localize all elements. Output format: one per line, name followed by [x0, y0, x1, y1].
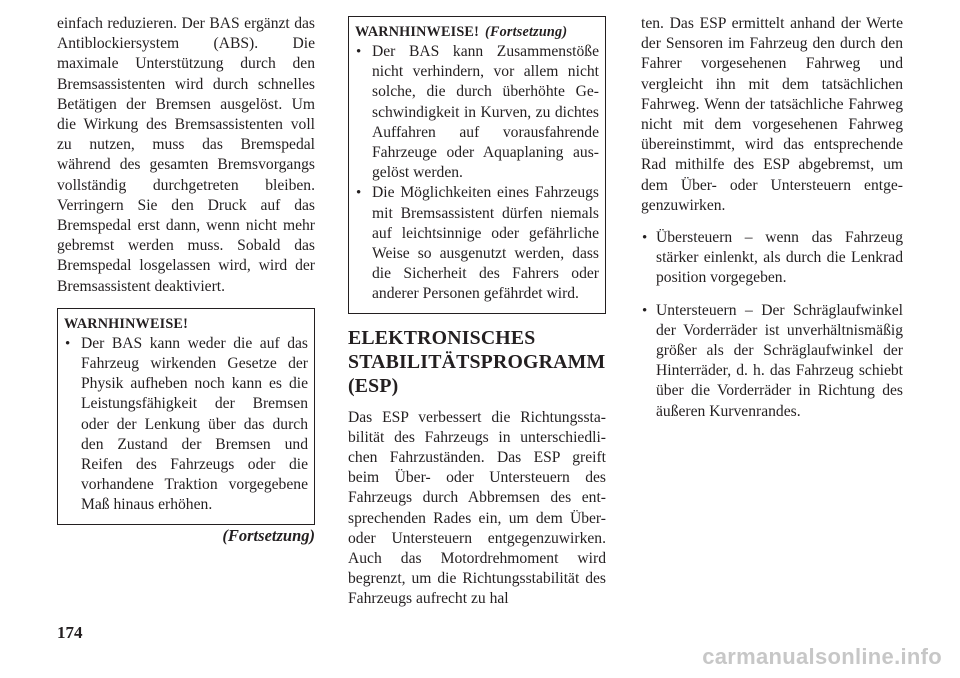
section-heading-line: (ESP) [348, 374, 399, 397]
warning-item [64, 334, 308, 516]
continued-label: (Fortsetzung) [222, 525, 315, 545]
warning-item [355, 42, 599, 183]
section-heading-line: ELEKTRONISCHES [348, 326, 536, 349]
bullet-icon: • [356, 185, 362, 202]
list-item-text: Untersteuern – Der Schräglaufwinkel der Vorderräder ist unverhältnismäßig größer als der Schräglaufwinkel der Hinterräder, d. h. das Fahrzeug schiebt über die Vorderräder in Richtung des äußeren Kurvenrandes. [656, 301, 903, 420]
warning-list [355, 42, 599, 305]
warning-box [57, 308, 315, 525]
list-item [641, 301, 903, 422]
section-heading [348, 326, 606, 398]
warning-title: WARNHINWEISE! [64, 315, 189, 332]
warning-box-continued [348, 16, 606, 314]
bullet-icon: • [642, 230, 648, 247]
steering-list [641, 228, 903, 422]
warning-continued-label: (Fortsetzung) [485, 24, 568, 40]
bullet-icon: • [65, 335, 71, 352]
warning-title [355, 23, 599, 41]
column-right [641, 14, 903, 422]
list-item-text: Übersteuern – wenn das Fahrzeug stärker einlenkt, als durch die Lenkrad position vorgegeben. [656, 229, 903, 287]
warning-title-text: WARNHINWEISE! [355, 24, 480, 40]
bullet-icon: • [356, 44, 362, 60]
section-paragraph: Das ESP verbessert die Richtungsstabilität des Fahrzeugs in unterschiedlichen Fahrzuständen. Das ESP greift beim Über- oder Untersteuern des Fahrzeugs durch Abbremsen des entsprechenden Rades ein, um dem Über- oder Untersteuern entgegenzuwirken. Auch das Motordrehmoment wird begrenzt, um die Richtungsstabilität des Fahrzeugs aufrecht zu hal [348, 408, 606, 608]
warning-item-text: Die Möglichkeiten eines Fahrzeugs mit Bremsassistent dürfen niemals auf leichtsinnige oder gefährliche Weise so ausgenutzt werden, dass die Sicherheit des Fahrers oder anderer Personen gefährdet wird. [372, 184, 599, 303]
watermark: carmanualsonline.info [702, 644, 942, 669]
warning-item-text: Der BAS kann Zusammenstöße nicht verhindern, vor allem nicht solche, die durch überhöhte Geschwindigkeit in Kurven, zu dichtes Auffahren auf vorausfahrende Fahrzeuge oder Aquaplaning ausgelöst werden. [372, 43, 599, 182]
continued-paragraph: ten. Das ESP ermittelt anhand der Werte der Sensoren im Fahrzeug den durch den Fahrer vorgesehenen Fahrweg und vergleicht ihn mit dem tatsächlichen Fahrweg. Wenn der tatsächliche Fahrweg nicht mit dem vorgesehenen Fahrweg übereinstimmt, wird das entsprechende Rad mithilfe des ESP abgebremst, um dem Über- oder Untersteuern entgegenzuwirken. [641, 15, 903, 214]
warning-item-text: Der BAS kann weder die auf das Fahrzeug wirkenden Gesetze der Physik aufheben noch kann es die Leistungsfähigkeit der Bremsen oder der Lenkung über das durch den Zustand der Bremsen und Reifen des Fahrzeugs oder die vorhandene Traktion vorgegebene Maß hinaus erhöhen. [81, 334, 308, 514]
list-item [641, 228, 903, 289]
column-middle [348, 14, 606, 610]
warning-list [64, 334, 308, 516]
page-number: 174 [57, 623, 83, 642]
column-left [57, 14, 315, 546]
warning-item [355, 183, 599, 304]
bullet-icon: • [642, 302, 648, 319]
intro-paragraph: einfach reduzieren. Der BAS ergänzt das Antiblockiersystem (ABS). Die maximale Unterstützung durch den Bremsassistenten wird durch schnelles Betätigen der Bremsen ausgelöst. Um die Wirkung des Bremsassistenten voll zu nutzen, muss das Bremspedal während des gesamten Bremsvorgangs vollständig durchgetreten bleiben. Verringern Sie den Druck auf das Bremspedal erst dann, wenn nicht mehr gebremst werden muss. Sobald das Bremspedal losgelassen wird, wird der Bremsassistent deaktiviert. [57, 15, 315, 295]
section-heading-line: STABILITÄTSPROGRAMM [348, 350, 606, 373]
